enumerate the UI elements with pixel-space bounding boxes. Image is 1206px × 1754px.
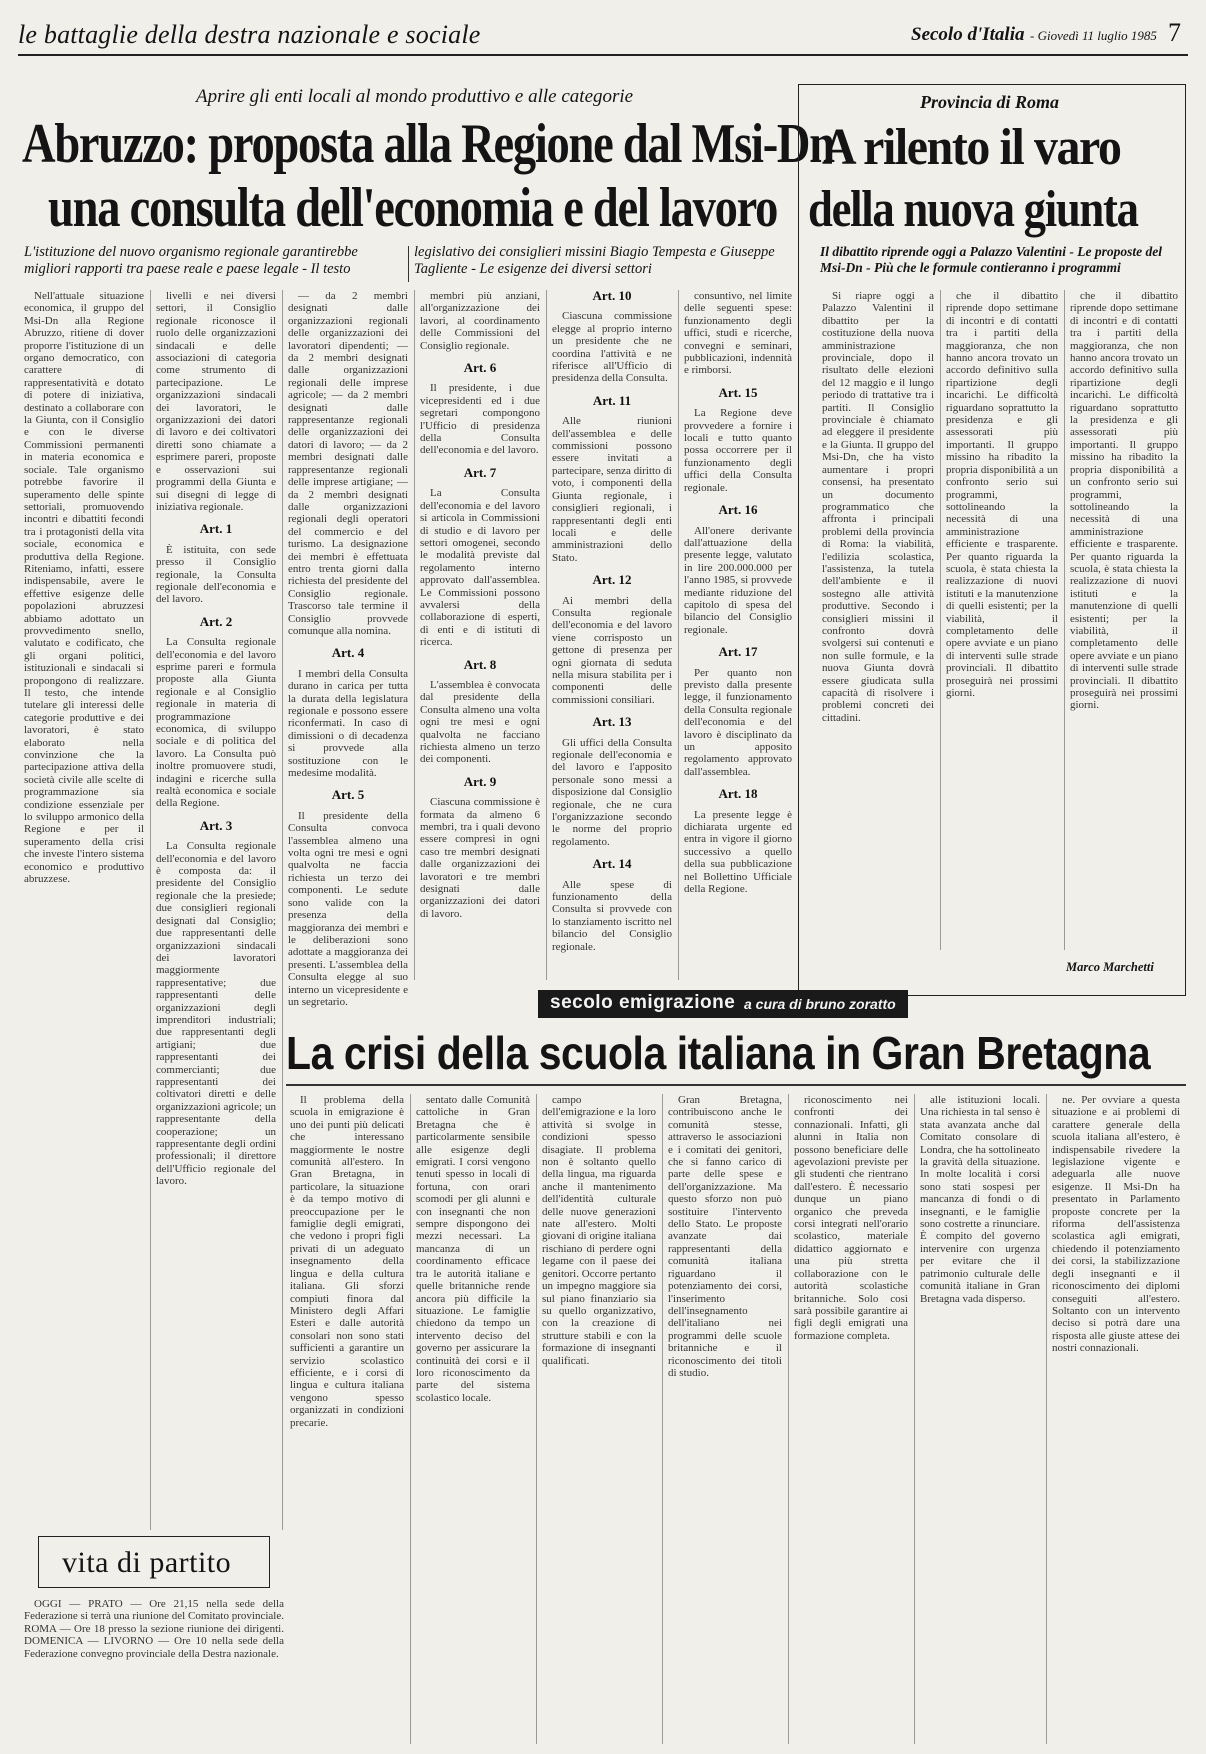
emigration-column-1: [290, 1094, 404, 1744]
sidebar-kicker: Provincia di Roma: [920, 92, 1059, 112]
body-paragraph: La Consulta dell'economia e del lavoro si articola in Commissioni di studio e di lavoro per settori omogenei, secondo le modalità previste dal regolamento interno approvato dall'assemblea. Le Commissioni possono avvalersi della collaborazione di esperti, di enti e di istituti di ricerca.: [420, 487, 540, 649]
column-divider: [414, 290, 415, 980]
body-paragraph: ne. Per ovviare a questa situazione e ai problemi di carattere generale della scuola italiana all'estero, è indispensabile rivedere la legislazione vigente e adeguarla alle nuove esigenze. Il Msi-Dn ha presentato in Parlamento proposte concrete per la riforma dell'assistenza scolastica agli emigrati, chiedendo il potenziamento dei corsi, la stabilizzazione degli insegnanti e il riconoscimento dei diplomi conseguiti all'estero. Soltanto con un intervento deciso si potrà dare una risposta alle giuste attese dei nostri connazionali.: [1052, 1094, 1180, 1355]
article-number: Art. 14: [592, 856, 632, 872]
body-paragraph: livelli e nei diversi settori, il Consiglio regionale riconosce il ruolo delle organizzazioni sindacali e delle associazioni di categoria come strumento di partecipazione. Le organizzazioni sindacali dei lavoratori, le organizzazioni dei datori di lavoro e dei coltivatori diretti sono chiamate a esprimere pareri, proposte e osservazioni sui programmi della Giunta e sui disegni di legge di iniziativa regionale.: [156, 290, 276, 513]
article-number: Art. 8: [463, 656, 497, 672]
body-paragraph: L'assemblea è convocata dal presidente della Consulta almeno una volta ogni tre mesi e ogni qualvolta ne facciano richiesta almeno un terzo dei componenti.: [420, 678, 540, 766]
column-divider: [282, 290, 283, 1530]
main-headline-line2: una consulta dell'economia e del lavoro: [48, 177, 778, 239]
running-header: [18, 18, 1188, 56]
column-divider: [914, 1094, 915, 1744]
body-paragraph: sentato dalle Comunità cattoliche in Gran Bretagna che è particolarmente sensibile alle esigenze degli emigrati. I corsi vengono tenuti spesso in locali di fortuna, con orari scomodi per gli alunni e con insegnanti che non sempre dispongono dei mezzi necessari. La mancanza di un coordinamento efficace tra le autorità italiane e quelle britanniche rende ancora più difficile la situazione. Le famiglie chiedono da tempo un intervento deciso del governo per assicurare la continuità dei corsi e il loro riconoscimento da parte del sistema scolastico locale.: [416, 1094, 530, 1404]
column-divider: [940, 290, 941, 950]
column-divider: [546, 290, 547, 980]
article-number: Art. 10: [592, 288, 632, 303]
body-paragraph: Si riapre oggi a Palazzo Valentini il dibattito per la costituzione della nuova amministrazione provinciale, dopo il risultato delle elezioni del 12 maggio e il lungo periodo di trattative tra i partiti. Il Consiglio provinciale è chiamato ad eleggere il presidente e la Giunta. Il gruppo del Msi-Dn, che ha visto aumentare i propri consensi, ha presentato un documento programmatico che affronta i principali problemi della provincia di Roma: la viabilità, l'edilizia scolastica, l'assistenza, la tutela dell'ambiente e il sostegno alle attività produttive. Secondo i consiglieri missini il confronto dovrà svolgersi sui contenuti e non sulle formule, e la nuova Giunta dovrà essere giudicata sulla capacità di risolvere i problemi concreti dei cittadini.: [822, 290, 934, 724]
column-divider: [150, 290, 151, 1530]
main-deck-left: L'istituzione del nuovo organismo regionale garantirebbe migliori rapporti tra paese reale e paese legale - Il testo: [24, 244, 358, 277]
banner-title: secolo emigrazione: [550, 992, 736, 1013]
body-paragraph: riconoscimento nei confronti dei connazionali. Infatti, gli alunni in Italia non possono beneficiare delle agevolazioni previste per gli studenti che rientrano dall'estero. È necessario dunque un piano organico che preveda corsi integrati nell'orario scolastico, materiale didattico aggiornato e una più stretta collaborazione con le autorità scolastiche britanniche. Solo così sarà possibile garantire ai figli degli emigrati una formazione completa.: [794, 1094, 908, 1342]
body-paragraph: Alle riunioni dell'assemblea e delle commissioni possono essere invitati a partecipare, senza diritto di voto, i componenti della Giunta regionale, i consiglieri regionali, i rappresentanti degli enti locali e delle amministrazioni dello Stato.: [552, 415, 672, 564]
column-divider: [1064, 290, 1065, 950]
sidebar-column-1: [822, 290, 934, 950]
body-paragraph: Ciascuna commissione è formata da almeno 6 membri, tra i quali devono essere compresi in ogni caso tre membri designati dalle organizzazioni dei lavoratori e tre membri designati dalle organizzazioni dei datori di lavoro.: [420, 796, 540, 920]
body-paragraph: La Regione deve provvedere a fornire i locali e tutto quanto possa occorrere per il funzionamento degli uffici della Consulta regionale.: [684, 407, 792, 494]
article-number: Art. 17: [718, 644, 758, 660]
body-paragraph: È istituita, con sede presso il Consiglio regionale, la Consulta regionale dell'economia e del lavoro.: [156, 543, 276, 606]
emigration-column-7: [1052, 1094, 1180, 1744]
main-story-column-5: [552, 290, 672, 980]
article-number: Art. 11: [592, 392, 632, 408]
article-number: Art. 12: [592, 572, 632, 588]
sidebar-column-3: [1070, 290, 1178, 950]
article-number: Art. 4: [331, 645, 365, 661]
column-divider: [536, 1094, 537, 1744]
sidebar-column-2: [946, 290, 1058, 950]
emigration-column-3: [542, 1094, 656, 1744]
emigration-column-6: [920, 1094, 1040, 1744]
emigration-column-2: [416, 1094, 530, 1744]
main-deck-right: legislativo dei consiglieri missini Biagio Tempesta e Giuseppe Tagliente - Le esigenze dei diversi settori: [414, 244, 775, 277]
column-divider: [678, 290, 679, 980]
vita-di-partito-title: vita di partito: [62, 1546, 232, 1579]
article-number: Art. 3: [199, 817, 233, 833]
body-paragraph: Gran Bretagna, contribuiscono anche le comunità stesse, attraverso le associazioni e i comitati dei genitori, che si fanno carico di parte delle spese e dell'organizzazione. Ma questo sforzo non può sostituire l'intervento dello Stato. Le proposte avanzate dai rappresentanti della comunità italiana riguardano il potenziamento dei corsi, l'inserimento dell'insegnamento dell'italiano nei programmi delle scuole britanniche e il riconoscimento dei titoli di studio.: [668, 1094, 782, 1379]
body-paragraph: Il problema della scuola in emigrazione è uno dei punti più delicati che interessano maggiormente le nostre comunità all'estero. In Gran Bretagna, in particolare, la situazione è da tempo motivo di preoccupazione per le famiglie degli emigrati, che vedono i propri figli privati di un adeguato insegnamento della lingua e della cultura italiana. Gli sforzi compiuti finora dal Ministero degli Affari Esteri e dalle autorità consolari non sono stati sufficienti a garantire un servizio scolastico efficiente, e i corsi di lingua e cultura italiana vengono spesso organizzati in condizioni precarie.: [290, 1094, 404, 1429]
article-number: Art. 16: [718, 502, 758, 518]
column-divider: [788, 1094, 789, 1744]
vita-di-partito-text: [24, 1598, 284, 1746]
main-story-column-4: [420, 290, 540, 980]
body-paragraph: Alle spese di funzionamento della Consulta si provvede con lo stanziamento iscritto nel bilancio del Consiglio regionale.: [552, 878, 672, 953]
issue-date: - Giovedì 11 luglio 1985: [1030, 28, 1157, 43]
body-paragraph: che il dibattito riprende dopo settimane di incontri e di contatti tra i partiti della maggioranza, che non hanno ancora trovato un accordo definitivo sulla ripartizione degli incarichi. Le difficoltà riguardano soprattutto la presidenza e gli assessorati più importanti. Il gruppo missino ha ribadito la propria disponibilità a un confronto serio sui programmi, sottolineando la necessità di una amministrazione efficiente e trasparente. Per quanto riguarda la scuola, è stata chiesta la realizzazione di nuovi istituti e la manutenzione di quelli esistenti; per la viabilità, il completamento delle opere avviate e un piano di interventi sulle strade provinciali. Il dibattito proseguirà nei prossimi giorni.: [1070, 290, 1178, 712]
body-paragraph: La presente legge è dichiarata urgente ed entra in vigore il giorno successivo a quello della sua pubblicazione nel Bollettino Ufficiale della Regione.: [684, 808, 792, 896]
emigration-column-5: [794, 1094, 908, 1744]
main-story-column-6: [684, 290, 792, 980]
banner-byline: a cura di bruno zoratto: [744, 996, 896, 1012]
body-paragraph: — da 2 membri designati dalle organizzazioni regionali delle organizzazioni dei lavoratori dipendenti; — da 2 membri designati dalle organizzazioni regionali delle imprese agricole; — da 2 membri designati dalle rappresentanze regionali delle organizzazioni dei datori di lavoro; — da 2 membri designati dalle rappresentanze regionali delle imprese artigiane; — da 2 membri designati dalle organizzazioni regionali degli operatori del commercio e del turismo. La designazione dei membri è effettuata entro trenta giorni dalla richiesta del presidente del Consiglio regionale. Trascorso tale termine il Consiglio provvede comunque alla nomina.: [288, 290, 408, 637]
column-divider: [1046, 1094, 1047, 1744]
article-number: Art. 6: [463, 360, 497, 376]
article-number: Art. 7: [463, 464, 497, 480]
article-number: Art. 5: [331, 787, 365, 803]
body-paragraph: Ciascuna commissione elegge al proprio interno un presidente che ne coordina l'attività e ne riferisce all'Ufficio di presidenza della Consulta.: [552, 310, 672, 385]
sidebar-deck: Il dibattito riprende oggi a Palazzo Valentini - Le proposte del Msi-Dn - Più che le formule contieranno i programmi: [820, 244, 1163, 275]
deck-divider: [408, 246, 409, 282]
main-story-column-1: [24, 290, 144, 1530]
body-paragraph: che il dibattito riprende dopo settimane di incontri e di contatti tra i partiti della maggioranza, che non hanno ancora trovato un accordo definitivo sulla ripartizione degli incarichi. Le difficoltà riguardano soprattutto la presidenza e gli assessorati più importanti. Il gruppo missino ha ribadito la propria disponibilità a un confronto serio sui programmi, sottolineando la necessità di una amministrazione efficiente e trasparente. Per quanto riguarda la scuola, è stata chiesta la realizzazione di nuovi istituti e la manutenzione di quelli esistenti; per la viabilità, il completamento delle opere avviate e un piano di interventi sulle strade provinciali. Il dibattito proseguirà nei prossimi giorni.: [946, 290, 1058, 699]
body-paragraph: membri più anziani, all'organizzazione dei lavori, al coordinamento delle Commissioni del Consiglio regionale.: [420, 290, 540, 352]
sidebar-headline-line2: della nuova giunta: [808, 181, 1138, 238]
section-title: le battaglie della destra nazionale e sociale: [18, 20, 481, 49]
body-paragraph: OGGI — PRATO — Ore 21,15 nella sede della Federazione si terrà una riunione del Comitato provinciale. ROMA — Ore 18 presso la sezione riunione dei dirigenti. DOMENICA — LIVORNO — Ore 10 nella sede della Federazione convegno provinciale della Destra nazionale.: [24, 1598, 284, 1660]
body-paragraph: All'onere derivante dall'attuazione della presente legge, valutato in lire 200.000.000 per l'anno 1985, si provvede mediante riduzione del capitolo di spesa del bilancio del Consiglio regionale.: [684, 524, 792, 636]
page-number: 7: [1168, 18, 1181, 47]
headline-rule: [286, 1084, 1186, 1086]
body-paragraph: Ai membri della Consulta regionale dell'economia e del lavoro viene corrisposto un gettone di presenza per ogni giornata di seduta nella misura stabilita per i componenti delle commissioni consiliari.: [552, 594, 672, 706]
main-story-kicker: Aprire gli enti locali al mondo produttivo e alle categorie: [196, 86, 634, 107]
sidebar-headline-line1: A rilento il varo: [822, 119, 1121, 176]
article-number: Art. 15: [718, 384, 758, 400]
body-paragraph: Il presidente, i due vicepresidenti ed i due segretari compongono l'Ufficio di presidenza della Consulta dell'economia e del lavoro.: [420, 382, 540, 457]
emigration-column-4: [668, 1094, 782, 1744]
column-divider: [662, 1094, 663, 1744]
body-paragraph: consuntivo, nel limite delle seguenti spese: funzionamento degli uffici, studi e ricerche, convegni e seminari, pubblicazioni, indennità e rimborsi.: [684, 290, 792, 377]
body-paragraph: Per quanto non previsto dalla presente legge, il funzionamento della Consulta regionale dell'economia e del lavoro è disciplinato da un apposito regolamento approvato dall'assemblea.: [684, 666, 792, 778]
section-banner: [538, 990, 908, 1018]
body-paragraph: La Consulta regionale dell'economia e del lavoro è composta da: il presidente del Consiglio regionale che la presiede; due consiglieri regionali designati dal Consiglio; due rappresentanti delle organizzazioni sindacali dei lavoratori maggiormente rappresentative; due rappresentanti delle organizzazioni degli imprenditori industriali; due rappresentanti degli artigiani; due rappresentanti dei commercianti; due rappresentanti dei coltivatori diretti e delle organizzazioni agricole; un rappresentante della cooperazione; un rappresentante degli ordini professionali; il direttore dell'Ufficio regionale del lavoro.: [156, 840, 276, 1188]
body-paragraph: campo dell'emigrazione e la loro attività si svolge in condizioni spesso disagiate. Il problema non è soltanto quello della lingua, ma riguarda anche il mantenimento dell'identità culturale delle nuove generazioni nate all'estero. Molti giovani di origine italiana rischiano di perdere ogni legame con il paese dei genitori. Occorre pertanto un impegno maggiore sia sul piano finanziario sia su quello organizzativo, con la creazione di strutture stabili e con la formazione di insegnanti qualificati.: [542, 1094, 656, 1367]
emigration-headline: La crisi della scuola italiana in Gran Bretagna: [286, 1027, 1151, 1079]
main-story-column-2: [156, 290, 276, 1188]
article-number: Art. 1: [199, 521, 233, 537]
main-headline-line1: Abruzzo: proposta alla Regione dal Msi-Dn: [22, 113, 834, 175]
body-paragraph: Il presidente della Consulta convoca l'assemblea almeno una volta ogni tre mesi e ogni qualvolta ne faccia richiesta un terzo dei componenti. Le sedute sono valide con la presenza della maggioranza dei membri e le deliberazioni sono adottate a maggioranza dei presenti. L'assemblea della Consulta elegge al suo interno un vicepresidente e un segretario.: [288, 809, 408, 1008]
article-number: Art. 2: [199, 613, 233, 629]
body-paragraph: alle istituzioni locali. Una richiesta in tal senso è stata avanzata anche dal Comitato consolare di Londra, che ha sottolineato la gravità della situazione. In molte località i corsi sono stati sospesi per mancanza di fondi o di insegnanti, e le famiglie sono costrette a rinunciare. È compito del governo intervenire con urgenza per evitare che il patrimonio culturale delle comunità italiane in Gran Bretagna vada disperso.: [920, 1094, 1040, 1305]
body-paragraph: Gli uffici della Consulta regionale dell'economia e del lavoro e l'apposito personale sono messi a disposizione dal Consiglio regionale, che ne cura l'organizzazione secondo le norme del proprio regolamento.: [552, 736, 672, 848]
sidebar-byline: Marco Marchetti: [1066, 960, 1154, 974]
column-divider: [410, 1094, 411, 1744]
body-paragraph: La Consulta regionale dell'economia e del lavoro esprime pareri e formula proposte alla Giunta regionale e al Consiglio regionale in materia di programmazione economica, di sviluppo sociale e di politica del lavoro. La Consulta può inoltre promuovere studi, indagini e ricerche sulla realtà economica e sociale della Regione.: [156, 636, 276, 810]
article-number: Art. 9: [463, 773, 497, 789]
paper-name: Secolo d'Italia: [911, 24, 1025, 45]
main-story-column-3: [288, 290, 408, 1008]
article-number: Art. 13: [592, 714, 632, 730]
body-paragraph: I membri della Consulta durano in carica per tutta la durata della legislatura regionale e possono essere riconfermati. In caso di dimissioni o di decadenza si provvede alla sostituzione con le medesime modalità.: [288, 667, 408, 780]
article-number: Art. 18: [718, 786, 758, 802]
body-paragraph: Nell'attuale situazione economica, il gruppo del Msi-Dn alla Regione Abruzzo, ritiene di dover proporre l'istituzione di un organo democratico, con carattere di rappresentatività e dotato di potere di iniziativa, destinato a collaborare con la Giunta, con il Consiglio e con le diverse Commissioni permanenti in materia economica e sociale. Tale organismo potrebbe favorire il superamento delle spinte settoriali, promuovendo incontri e dibattiti fecondi tra i protagonisti della vita sociale, economica e produttiva della Regione. Riteniamo, infatti, essere indispensabile, avere le effettive esigenze delle popolazioni abruzzesi abbiamo adottato un provvedimento snello, valutato e codificato, che gli organi politici, istituzionali e sindacali si propongono di realizzare. Il testo, che intende tutelare gli interessi delle categorie produttive e dei lavoratori, è stato elaborato nella convinzione che la partecipazione attiva della società civile alle scelte di programmazione sia condizione essenziale per lo sviluppo armonico della Regione e per il superamento della crisi che investe l'intero sistema economico e produttivo abruzzese.: [24, 290, 144, 886]
